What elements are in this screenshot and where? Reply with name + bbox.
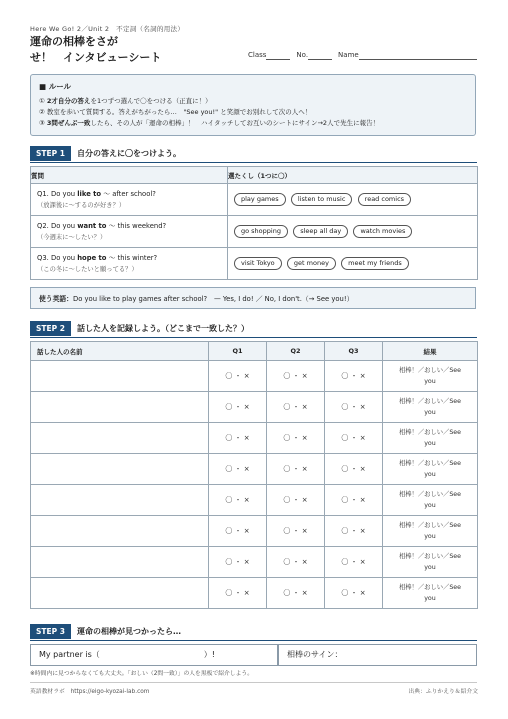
- title-line-1: 運命の相棒をさが: [30, 35, 118, 48]
- q1-mark-cell[interactable]: 〇 ・ ×: [209, 547, 267, 578]
- step1-divider: [30, 162, 477, 163]
- usage-box: [30, 287, 476, 309]
- usage-text: Do you like to play games after school? — Yes, I do! ／ No, I don't.（→ See you!）: [72, 295, 354, 303]
- name-cell[interactable]: [31, 423, 209, 454]
- step1-text: 自分の答えに〇をつけよう。: [76, 149, 181, 158]
- option-pill[interactable]: sleep all day: [293, 225, 348, 238]
- result-options-cont: you: [424, 471, 436, 478]
- question-key: like to: [77, 189, 102, 198]
- step1-heading: [30, 146, 181, 161]
- q1-mark-cell[interactable]: 〇 ・ ×: [209, 578, 267, 609]
- rule-bold: 2才自分の答え: [46, 97, 91, 105]
- step1-badge: STEP 1: [30, 146, 71, 161]
- class-label: Class: [248, 51, 267, 59]
- rules-box: [30, 74, 476, 136]
- q3-mark-cell[interactable]: 〇 ・ ×: [325, 361, 383, 392]
- q1-mark-cell[interactable]: 〇 ・ ×: [209, 454, 267, 485]
- option-pill[interactable]: meet my friends: [341, 257, 409, 270]
- question-header: 質問: [31, 167, 228, 184]
- question-cell: [31, 184, 228, 216]
- result-options: 相棒！／おしい／See: [398, 460, 462, 467]
- footnote: ※時間内に見つからなくても大丈夫。「おしい（2問一致）」の人を黒板で紹介しよう。: [30, 671, 254, 677]
- option-pill[interactable]: read comics: [358, 193, 411, 206]
- record-row: [31, 516, 478, 547]
- q2-mark-cell[interactable]: 〇 ・ ×: [267, 578, 325, 609]
- record-row: [31, 423, 478, 454]
- q3-mark-cell[interactable]: 〇 ・ ×: [325, 454, 383, 485]
- record-row: [31, 361, 478, 392]
- result-cell[interactable]: [383, 547, 478, 578]
- q2-header: Q2: [267, 342, 325, 361]
- footer-credit: 出典：ふりかえり＆紹介文: [408, 689, 478, 695]
- options-cell: [228, 216, 478, 248]
- result-options: 相棒！／おしい／See: [398, 584, 462, 591]
- result-cell[interactable]: [383, 423, 478, 454]
- result-cell[interactable]: [383, 485, 478, 516]
- step1-table: [30, 166, 478, 280]
- name-label: Name: [338, 51, 359, 59]
- footer-site: 英語教材ラボ https://eigo-kyozai-lab.com: [30, 689, 150, 695]
- option-pill[interactable]: go shopping: [234, 225, 288, 238]
- result-options: 相棒！／おしい／See: [398, 429, 462, 436]
- step3-badge: STEP 3: [30, 624, 71, 639]
- record-table: [30, 341, 478, 609]
- record-row: [31, 547, 478, 578]
- step2-text: 話した人を記録しよう。（どこまで一致した？）: [76, 324, 249, 333]
- rules-title: ■ ルール: [39, 82, 72, 91]
- option-pill[interactable]: play games: [234, 193, 286, 206]
- record-row: [31, 454, 478, 485]
- q1-mark-cell[interactable]: 〇 ・ ×: [209, 361, 267, 392]
- question-row: [31, 216, 478, 248]
- question-text: ～ this weekend?: [106, 221, 167, 230]
- name-cell[interactable]: [31, 547, 209, 578]
- name-cell[interactable]: [31, 578, 209, 609]
- result-options-cont: you: [424, 378, 436, 385]
- name-cell[interactable]: [31, 516, 209, 547]
- q1-mark-cell[interactable]: 〇 ・ ×: [209, 423, 267, 454]
- page-title: [30, 34, 230, 66]
- question-translation: （放課後に～するのが好き？）: [37, 201, 126, 209]
- result-cell[interactable]: [383, 578, 478, 609]
- option-pill[interactable]: watch movies: [353, 225, 412, 238]
- q1-mark-cell[interactable]: 〇 ・ ×: [209, 516, 267, 547]
- result-options-cont: you: [424, 409, 436, 416]
- step3-heading: [30, 624, 181, 639]
- unit-label: Here We Go! 2／Unit 2 不定詞（名詞的用法）: [30, 25, 185, 33]
- rule-item: [39, 107, 467, 118]
- option-pill[interactable]: listen to music: [291, 193, 353, 206]
- rule-text: を1つずつ選んで〇をつける（正直に！）: [90, 97, 212, 105]
- rule-text: 教室を歩いて質問する。答えがちがったら… "See you!" と笑顔でお別れして次の人へ！: [46, 108, 312, 116]
- choice-header: 選たくし（1つに〇）: [228, 167, 478, 184]
- record-row: [31, 392, 478, 423]
- footer-divider: [30, 682, 477, 683]
- step2-heading: [30, 321, 249, 336]
- rule-item: [39, 96, 467, 107]
- q3-mark-cell[interactable]: 〇 ・ ×: [325, 485, 383, 516]
- step3-divider: [30, 640, 477, 641]
- result-cell[interactable]: [383, 516, 478, 547]
- step2-divider: [30, 337, 477, 338]
- question-cell: [31, 248, 228, 280]
- q1-header: Q1: [209, 342, 267, 361]
- options-cell: [228, 248, 478, 280]
- result-cell[interactable]: [383, 361, 478, 392]
- result-options: 相棒！／おしい／See: [398, 522, 462, 529]
- question-key: hope to: [77, 253, 107, 262]
- rule-bold: 3問ぜんぶ一致: [46, 119, 91, 127]
- option-pill[interactable]: visit Tokyo: [234, 257, 282, 270]
- question-text: Q1. Do you: [37, 189, 78, 198]
- title-line-2: せ！ インタビューシート: [30, 51, 162, 64]
- number-blank[interactable]: [308, 51, 332, 60]
- question-translation: （この冬に～したいと願ってる？）: [37, 265, 138, 273]
- no-label: No.: [296, 51, 309, 59]
- q3-mark-cell[interactable]: 〇 ・ ×: [325, 516, 383, 547]
- q1-mark-cell[interactable]: 〇 ・ ×: [209, 485, 267, 516]
- question-key: want to: [77, 221, 107, 230]
- student-info-line: [248, 51, 477, 60]
- result-header: 結果: [383, 342, 478, 361]
- question-text: Q3. Do you: [37, 253, 78, 262]
- result-options-cont: you: [424, 533, 436, 540]
- question-text: ～ this winter?: [106, 253, 158, 262]
- rule-number: ③: [39, 119, 45, 127]
- q3-mark-cell[interactable]: 〇 ・ ×: [325, 547, 383, 578]
- class-blank[interactable]: [266, 51, 290, 60]
- partner-name-field[interactable]: My partner is（ ）!: [30, 644, 278, 666]
- q3-header: Q3: [325, 342, 383, 361]
- result-cell[interactable]: [383, 454, 478, 485]
- result-options-cont: you: [424, 595, 436, 602]
- name-header: 話した人の名前: [31, 342, 209, 361]
- q3-mark-cell[interactable]: 〇 ・ ×: [325, 392, 383, 423]
- name-cell[interactable]: [31, 485, 209, 516]
- q3-mark-cell[interactable]: 〇 ・ ×: [325, 578, 383, 609]
- q3-mark-cell[interactable]: 〇 ・ ×: [325, 423, 383, 454]
- result-options: 相棒！／おしい／See: [398, 553, 462, 560]
- result-cell[interactable]: [383, 392, 478, 423]
- rule-number: ①: [39, 97, 45, 105]
- record-row: [31, 485, 478, 516]
- result-options: 相棒！／おしい／See: [398, 491, 462, 498]
- result-options-cont: you: [424, 564, 436, 571]
- q2-mark-cell[interactable]: 〇 ・ ×: [267, 547, 325, 578]
- result-options: 相棒！／おしい／See: [398, 398, 462, 405]
- rule-number: ②: [39, 108, 45, 116]
- step2-badge: STEP 2: [30, 321, 71, 336]
- question-translation: （今週末に～したい？）: [37, 233, 107, 241]
- q2-mark-cell[interactable]: 〇 ・ ×: [267, 516, 325, 547]
- partner-signature-field[interactable]: 相棒のサイン：: [278, 644, 477, 666]
- name-cell[interactable]: [31, 361, 209, 392]
- q2-mark-cell[interactable]: 〇 ・ ×: [267, 361, 325, 392]
- question-row: [31, 184, 478, 216]
- q2-mark-cell[interactable]: 〇 ・ ×: [267, 485, 325, 516]
- usage-label: 使う英語：: [39, 295, 73, 303]
- rule-text: したら、その人が「運命の相棒」！ ハイタッチしてお互いのシートにサイン→2人で先生に報告！: [90, 119, 380, 127]
- options-cell: [228, 184, 478, 216]
- question-text: Q2. Do you: [37, 221, 78, 230]
- rule-item: [39, 118, 467, 129]
- q2-mark-cell[interactable]: 〇 ・ ×: [267, 454, 325, 485]
- q1-mark-cell[interactable]: 〇 ・ ×: [209, 392, 267, 423]
- q2-mark-cell[interactable]: 〇 ・ ×: [267, 392, 325, 423]
- result-options-cont: you: [424, 440, 436, 447]
- question-row: [31, 248, 478, 280]
- result-options: 相棒！／おしい／See: [398, 367, 462, 374]
- question-text: ～ after school?: [101, 189, 156, 198]
- result-options-cont: you: [424, 502, 436, 509]
- name-cell[interactable]: [31, 454, 209, 485]
- name-cell[interactable]: [31, 392, 209, 423]
- question-cell: [31, 216, 228, 248]
- name-blank[interactable]: [359, 51, 477, 60]
- option-pill[interactable]: get money: [287, 257, 336, 270]
- q2-mark-cell[interactable]: 〇 ・ ×: [267, 423, 325, 454]
- step3-text: 運命の相棒が見つかったら…: [76, 627, 181, 636]
- record-row: [31, 578, 478, 609]
